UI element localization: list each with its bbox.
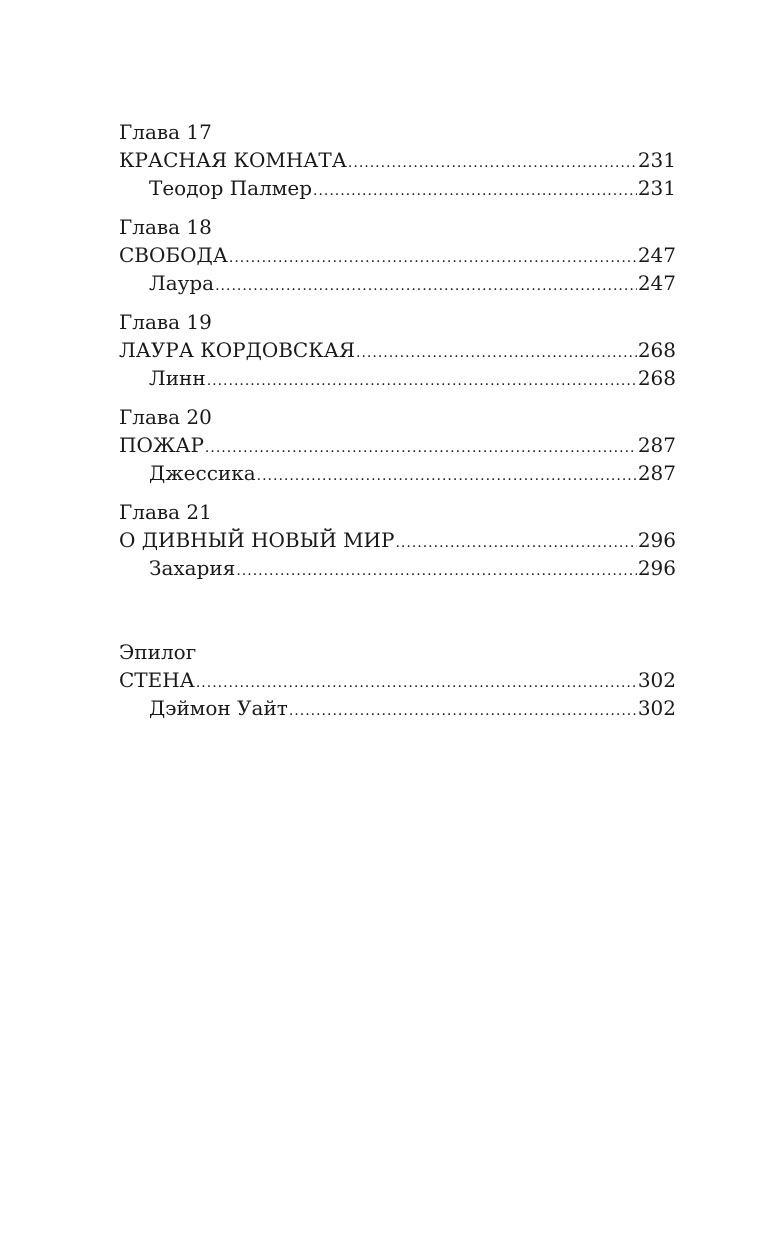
page-number: 231 bbox=[637, 148, 676, 172]
page-number: 296 bbox=[637, 528, 676, 552]
page-number: 247 bbox=[637, 271, 676, 295]
page-number: 302 bbox=[637, 668, 676, 692]
dot-leader bbox=[356, 339, 637, 364]
dot-leader bbox=[215, 272, 637, 297]
dot-leader bbox=[257, 462, 637, 487]
chapter-title-entry bbox=[119, 431, 676, 459]
epilogue-title: СТЕНА bbox=[119, 668, 195, 692]
chapter-label: Глава 18 bbox=[119, 215, 212, 239]
narrator-name: Джессика bbox=[149, 461, 256, 485]
toc-section-epilogue bbox=[119, 638, 676, 722]
dot-leader bbox=[229, 244, 637, 269]
page-number: 247 bbox=[637, 243, 676, 267]
chapter-title: О ДИВНЫЙ НОВЫЙ МИР bbox=[119, 528, 395, 552]
dot-leader bbox=[196, 669, 637, 694]
narrator-entry bbox=[119, 269, 676, 297]
narrator-entry bbox=[119, 694, 676, 722]
narrator-name: Лаура bbox=[149, 271, 215, 295]
chapter-title: КРАСНАЯ КОМНАТА bbox=[119, 148, 347, 172]
toc-section-chapter-17 bbox=[119, 118, 676, 202]
dot-leader bbox=[348, 149, 637, 174]
narrator-name: Теодор Палмер bbox=[149, 176, 312, 200]
toc-section-chapter-19 bbox=[119, 308, 676, 392]
toc-section-chapter-20 bbox=[119, 403, 676, 487]
dot-leader bbox=[207, 367, 637, 392]
chapter-label: Глава 21 bbox=[119, 500, 212, 524]
chapter-label: Глава 20 bbox=[119, 405, 212, 429]
page-number: 287 bbox=[637, 433, 676, 457]
narrator-name: Линн bbox=[149, 366, 206, 390]
dot-leader bbox=[236, 557, 636, 582]
epilogue-label: Эпилог bbox=[119, 640, 197, 664]
page-number: 268 bbox=[637, 338, 676, 362]
dot-leader bbox=[289, 697, 637, 722]
dot-leader bbox=[313, 177, 637, 202]
chapter-title-entry bbox=[119, 526, 676, 554]
toc-section-chapter-18 bbox=[119, 213, 676, 297]
chapter-title-entry bbox=[119, 241, 676, 269]
page-number: 231 bbox=[637, 176, 676, 200]
narrator-entry bbox=[119, 459, 676, 487]
chapter-label: Глава 17 bbox=[119, 120, 212, 144]
table-of-contents bbox=[119, 118, 676, 722]
chapter-title-entry bbox=[119, 146, 676, 174]
page-number: 296 bbox=[637, 556, 676, 580]
chapter-label: Глава 19 bbox=[119, 310, 212, 334]
chapter-title-entry bbox=[119, 336, 676, 364]
toc-section-chapter-21 bbox=[119, 498, 676, 582]
epilogue-title-entry bbox=[119, 666, 676, 694]
narrator-entry bbox=[119, 554, 676, 582]
narrator-entry bbox=[119, 174, 676, 202]
narrator-name: Дэймон Уайт bbox=[149, 696, 288, 720]
chapter-title: СВОБОДА bbox=[119, 243, 228, 267]
narrator-entry bbox=[119, 364, 676, 392]
page-number: 287 bbox=[637, 461, 676, 485]
dot-leader bbox=[205, 434, 637, 459]
narrator-name: Захария bbox=[149, 556, 236, 580]
page-number: 268 bbox=[637, 366, 676, 390]
chapter-title: ПОЖАР bbox=[119, 433, 204, 457]
dot-leader bbox=[395, 529, 636, 554]
chapter-title: ЛАУРА КОРДОВСКАЯ bbox=[119, 338, 356, 362]
page-number: 302 bbox=[637, 696, 676, 720]
